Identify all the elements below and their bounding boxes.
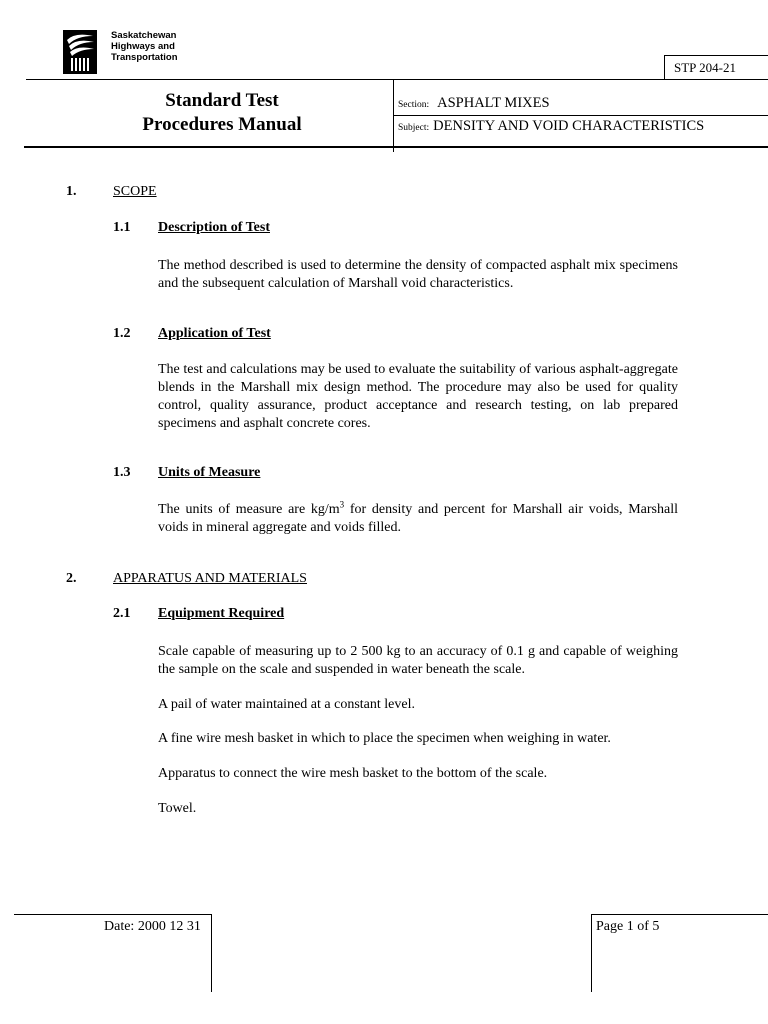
equipment-item: Towel. [158, 801, 197, 816]
manual-title-line-2: Procedures Manual [142, 114, 302, 135]
logo-icon [63, 30, 97, 74]
subject-field [398, 117, 704, 135]
section-2-number: 2. [66, 571, 77, 586]
footer-rule-right [591, 914, 768, 915]
org-line-2: Highways and [111, 41, 175, 52]
section-1-3-number: 1.3 [113, 465, 131, 480]
equipment-item: Apparatus to connect the wire mesh basket to the bottom of the scale. [158, 766, 548, 781]
section-1-2-heading: Application of Test [158, 326, 271, 341]
footer-rule-left-vertical [211, 914, 212, 992]
header-rule-bottom [24, 146, 768, 148]
section-1-number: 1. [66, 184, 77, 199]
section-1-heading: SCOPE [113, 184, 157, 199]
section-1-3-text [158, 501, 678, 537]
document-number: STP 204-21 [674, 60, 736, 75]
footer-rule-left [14, 914, 212, 915]
org-line-3: Transportation [111, 52, 178, 63]
header-rule-stp-top [664, 55, 768, 56]
section-1-2-text: The test and calculations may be used to evaluate the suitability of various asphalt-aggregate blends in the Marshall mix design method. The procedure may also be used for quality control, quality assurance, product acceptance and research testing, on lab prepared specimens and asphalt concrete cores. [158, 362, 678, 431]
units-superscript: 3 [339, 499, 345, 510]
units-text-before: The units of measure are kg/m [158, 502, 340, 517]
section-2-1-heading: Equipment Required [158, 606, 285, 621]
subject-value: DENSITY AND VOID CHARACTERISTICS [433, 118, 705, 134]
equipment-item: Scale capable of measuring up to 2 500 kg to an accuracy of 0.1 g and capable of weighing the sample on the scale and suspended in water beneath the scale. [158, 644, 678, 677]
section-2-1-number: 2.1 [113, 606, 131, 621]
footer-rule-right-vertical [591, 914, 592, 992]
section-1-2-number: 1.2 [113, 326, 131, 341]
equipment-item: A pail of water maintained at a constant level. [158, 697, 415, 712]
header-rule-stp-left [664, 55, 665, 79]
organization-name [111, 30, 178, 63]
header-rule-top [26, 79, 768, 80]
subject-label: Subject: [398, 123, 430, 133]
section-value: ASPHALT MIXES [437, 95, 550, 111]
footer-page-number: Page 1 of 5 [596, 919, 660, 934]
units-text-after: for density and percent for Marshall air voids, Marshall voids in mineral aggregate and voids filled. [158, 502, 679, 535]
section-label: Section: [398, 100, 430, 110]
org-line-1: Saskatchewan [111, 30, 177, 41]
section-1-1-heading: Description of Test [158, 220, 270, 235]
section-1-3-heading: Units of Measure [158, 465, 261, 480]
footer-date: Date: 2000 12 31 [104, 919, 201, 934]
manual-title-line-1: Standard Test [165, 90, 279, 111]
section-2-heading: APPARATUS AND MATERIALS [113, 571, 307, 586]
section-1-1-text: The method described is used to determine the density of compacted asphalt mix specimens and the subsequent calculation of Marshall void characteristics. [158, 258, 678, 291]
section-field [398, 94, 550, 112]
section-1-1-number: 1.1 [113, 220, 131, 235]
equipment-item: A fine wire mesh basket in which to place the specimen when weighing in water. [158, 731, 611, 746]
header-rule-middle [393, 115, 768, 116]
